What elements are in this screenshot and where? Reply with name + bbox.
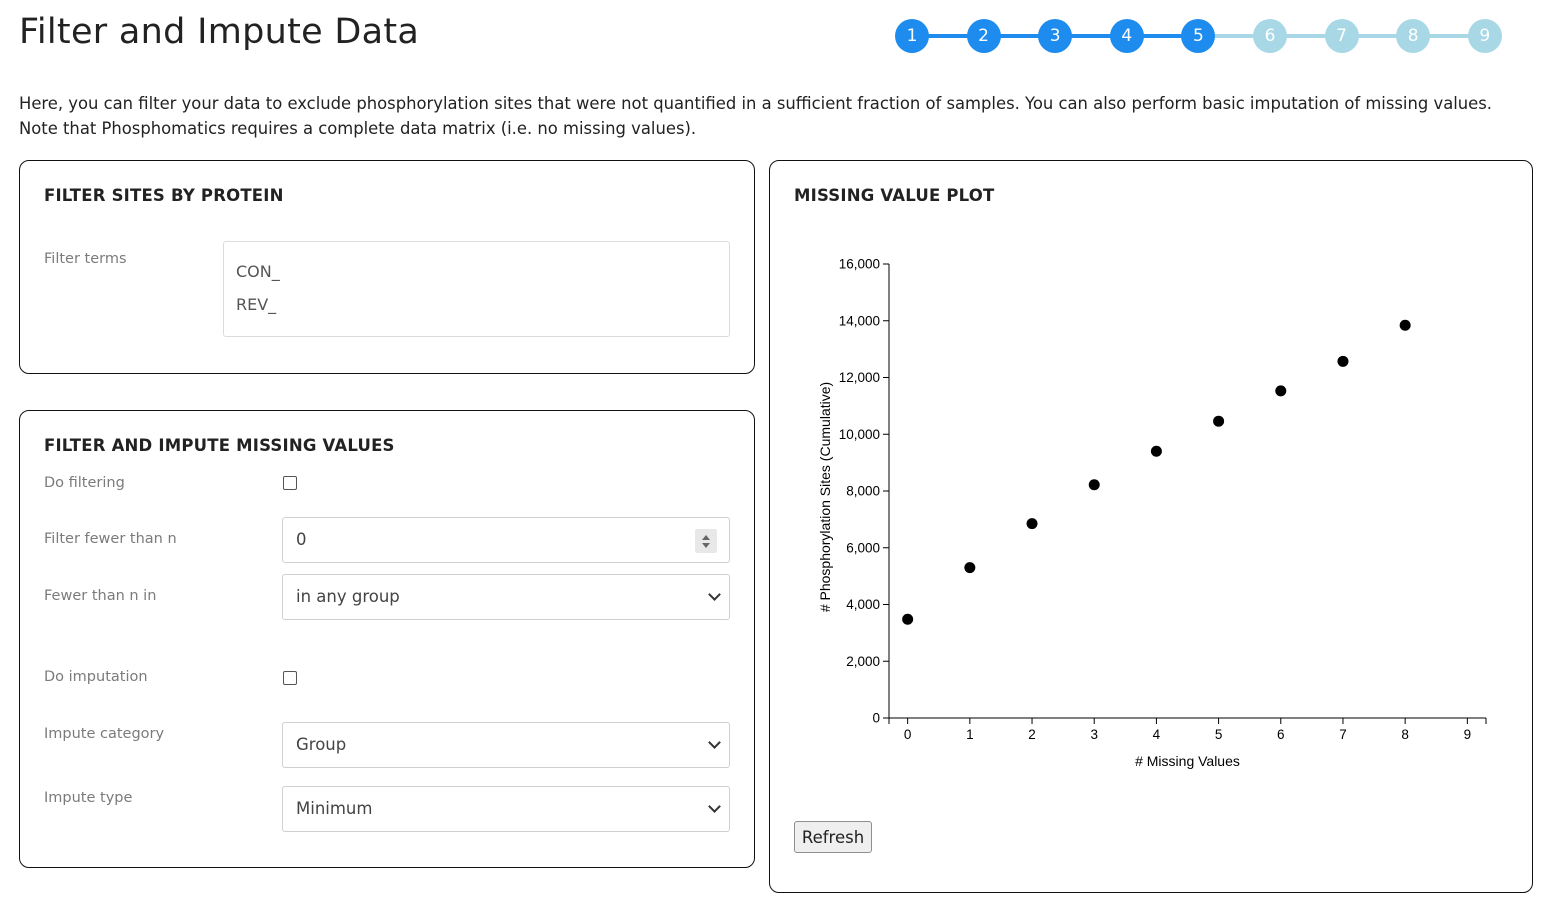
filter-impute-title: FILTER AND IMPUTE MISSING VALUES xyxy=(44,436,395,455)
fewer-in-value: in any group xyxy=(296,587,400,606)
data-point xyxy=(902,614,913,625)
step-8[interactable]: 8 xyxy=(1396,19,1430,53)
impute-type-label: Impute type xyxy=(44,790,133,806)
page-title: Filter and Impute Data xyxy=(19,12,420,52)
missing-value-chart xyxy=(770,161,1532,781)
y-tick-label: 14,000 xyxy=(838,313,880,329)
step-5[interactable]: 5 xyxy=(1181,19,1215,53)
step-4[interactable]: 4 xyxy=(1110,19,1144,53)
do-imputation-label: Do imputation xyxy=(44,669,148,685)
y-axis-label: # Phosphorylation Sites (Cumulative) xyxy=(817,381,833,613)
x-tick-label: 8 xyxy=(1401,727,1409,742)
do-filtering-checkbox[interactable] xyxy=(283,476,297,490)
do-imputation-checkbox[interactable] xyxy=(283,671,297,685)
filter-terms-input[interactable] xyxy=(223,241,730,337)
step-1[interactable]: 1 xyxy=(895,19,929,53)
x-tick-label: 2 xyxy=(1028,727,1036,742)
chevron-down-icon xyxy=(708,800,721,813)
x-tick-label: 4 xyxy=(1152,727,1161,742)
step-3[interactable]: 3 xyxy=(1038,19,1072,53)
data-point xyxy=(1027,518,1038,529)
x-axis-label: # Missing Values xyxy=(1135,753,1240,769)
impute-type-value: Minimum xyxy=(296,799,373,818)
filter-by-protein-panel xyxy=(19,160,755,374)
y-tick-label: 6,000 xyxy=(846,540,880,556)
data-point xyxy=(1089,479,1100,490)
step-6[interactable]: 6 xyxy=(1253,19,1287,53)
progress-stepper xyxy=(895,19,1502,53)
filter-by-protein-title: FILTER SITES BY PROTEIN xyxy=(44,186,284,205)
data-point xyxy=(964,562,975,573)
step-9[interactable]: 9 xyxy=(1468,19,1502,53)
x-tick-label: 1 xyxy=(966,727,974,742)
y-tick-label: 16,000 xyxy=(838,256,880,272)
spin-down-icon[interactable] xyxy=(702,543,710,548)
missing-value-plot-panel xyxy=(769,160,1533,893)
refresh-button[interactable]: Refresh xyxy=(794,821,872,853)
missing-value-plot-title: MISSING VALUE PLOT xyxy=(794,186,995,205)
impute-category-label: Impute category xyxy=(44,726,165,742)
y-tick-label: 4,000 xyxy=(846,597,880,612)
filter-fewer-input[interactable] xyxy=(282,517,730,563)
filter-terms-label: Filter terms xyxy=(44,251,127,267)
x-tick-label: 3 xyxy=(1090,727,1098,742)
y-tick-label: 10,000 xyxy=(838,426,880,442)
y-tick-label: 12,000 xyxy=(838,370,880,385)
do-filtering-label: Do filtering xyxy=(44,475,125,491)
data-point xyxy=(1275,385,1286,396)
intro-text: Here, you can filter your data to exclude phosphorylation sites that were not quantified in a sufficient fraction of samples. You can also perform basic imputation of missing values. Note that Phosphomatics requires a complete data matrix (i.e. no missing values). xyxy=(19,94,1493,138)
impute-type-select[interactable] xyxy=(282,786,730,832)
x-tick-label: 5 xyxy=(1214,727,1223,742)
filter-fewer-value: 0 xyxy=(296,530,307,549)
x-tick-label: 7 xyxy=(1339,727,1347,742)
filter-term: REV_ xyxy=(236,295,277,314)
y-tick-label: 0 xyxy=(872,710,880,726)
step-7[interactable]: 7 xyxy=(1325,19,1359,53)
number-spinner-icon[interactable] xyxy=(695,529,717,553)
fewer-in-label: Fewer than n in xyxy=(44,588,157,604)
impute-category-value: Group xyxy=(296,735,347,754)
impute-category-select[interactable] xyxy=(282,722,730,768)
y-tick-label: 2,000 xyxy=(846,653,880,669)
data-point xyxy=(1400,320,1411,331)
filter-impute-panel xyxy=(19,410,755,868)
fewer-in-select[interactable] xyxy=(282,574,730,620)
step-2[interactable]: 2 xyxy=(967,19,1001,53)
x-tick-label: 6 xyxy=(1277,727,1285,742)
data-point xyxy=(1337,356,1348,367)
chevron-down-icon xyxy=(708,588,721,601)
data-point xyxy=(1151,446,1162,457)
spin-up-icon[interactable] xyxy=(702,535,710,540)
data-point xyxy=(1213,416,1224,427)
filter-fewer-label: Filter fewer than n xyxy=(44,531,177,547)
chevron-down-icon xyxy=(708,736,721,749)
y-tick-label: 8,000 xyxy=(846,483,880,499)
x-tick-label: 0 xyxy=(903,727,912,742)
filter-term: CON_ xyxy=(236,262,280,281)
x-tick-label: 9 xyxy=(1463,727,1472,742)
